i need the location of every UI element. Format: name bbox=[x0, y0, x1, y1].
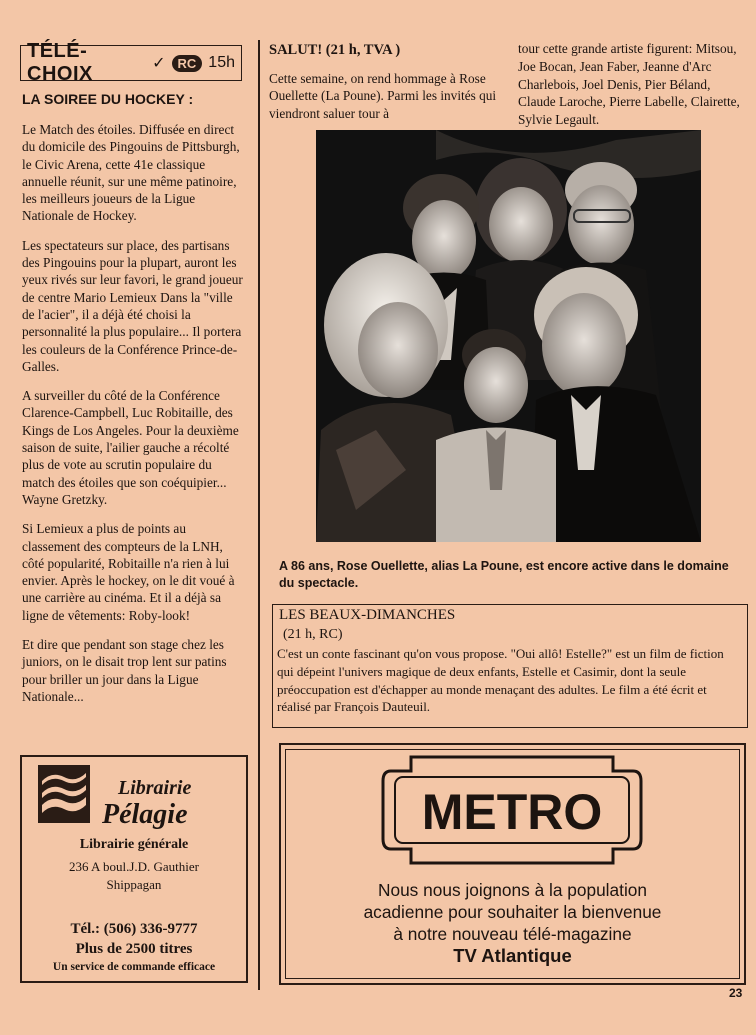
book-logo-icon bbox=[38, 765, 90, 823]
article-paragraph: Les spectateurs sur place, des partisans des Pingouins pour la plupart, auront les yeux rivés sur leur favori, le grand joueur de centre Mario Lemieux Dans la "ville de l'acier", il a déjà été choisi la personnalité la plus populaire... Il portera les couleurs de la Conférence Prince-de-Galles. bbox=[22, 237, 243, 374]
metro-message bbox=[281, 879, 744, 967]
hockey-article bbox=[22, 121, 247, 717]
beaux-dimanches-body: C'est un conte fascinant qu'on vous propose. "Oui allô! Estelle?" est un film de fiction qui dépeint l'univers magique de deux enfants, Estelle et Casimir, dont la seule préoccupation est d'échapper au monde menaçant des adultes. Le film a été écrit et réalisé par François Dauteuil. bbox=[277, 646, 724, 715]
tv-atlantique-brand: TV Atlantique bbox=[453, 945, 572, 966]
broadcast-time: 15h bbox=[208, 54, 235, 71]
article-paragraph: Si Lemieux a plus de points au classement des compteurs de la LNH, côté popularité, Robitaille n'a rien à lui envier. Après le hockey, on le dit voué à une carrière au cinéma. Et il a déjà sa ligne de vêtements: Roby-look! bbox=[22, 521, 235, 623]
salut-text-col2: tour cette grande artiste figurent: Mitsou, Joe Bocan, Jean Faber, Jeanne d'Arc Charlebois, Joel Denis, Pier Béland, Claude Laroche, Pierre Labelle, Clairette, Sylvie Legault. bbox=[518, 41, 740, 128]
beaux-dimanches-time: (21 h, RC) bbox=[283, 627, 343, 642]
article-paragraph: Le Match des étoiles. Diffusée en direct du domicile des Pingouins de Pittsburgh, le Civic Arena, cette 41e classique annuelle réunit, sur une même patinoire, les meilleurs joueurs de la Ligue Nationale de Hockey. bbox=[22, 122, 240, 224]
tele-choix-title: TÉLÉ-CHOIX bbox=[27, 40, 93, 85]
librairie-name: Librairie bbox=[118, 777, 192, 799]
metro-logo bbox=[381, 751, 643, 869]
beaux-dimanches-title: LES BEAUX-DIMANCHES bbox=[279, 607, 456, 623]
librairie-address: 236 A boul.J.D. Gauthier bbox=[69, 859, 199, 874]
metro-ad bbox=[279, 743, 746, 985]
metro-line: acadienne pour souhaiter la bienvenue bbox=[363, 902, 662, 922]
checkmark-icon: ✓ bbox=[152, 55, 166, 72]
librairie-type: Librairie générale bbox=[79, 837, 189, 852]
librairie-pelagie-ad bbox=[20, 755, 248, 983]
librairie-city: Shippagan bbox=[106, 877, 162, 892]
article-paragraph: Et dire que pendant son stage chez les juniors, on le disait trop lent sur patins pour briller un jour dans la Ligue Nationale... bbox=[22, 637, 227, 704]
photo-caption: A 86 ans, Rose Ouellette, alias La Poune, est encore active dans le domaine du spectacle. bbox=[279, 559, 729, 590]
salut-text-col1: Cette semaine, on rend hommage à Rose Ouellette (La Poune). Parmi les invités qui viendront saluer tour à bbox=[269, 71, 497, 121]
metro-line: Nous nous joignons à la population bbox=[377, 880, 647, 900]
librairie-service: Un service de commande efficace bbox=[52, 961, 216, 973]
metro-line: à notre nouveau télé-magazine bbox=[393, 924, 632, 944]
group-photo-image bbox=[316, 130, 701, 542]
group-photo bbox=[316, 130, 701, 542]
channel-badge: RC bbox=[172, 55, 203, 72]
page-number: 23 bbox=[729, 986, 743, 1000]
article-heading: LA SOIREE DU HOCKEY : bbox=[22, 91, 194, 107]
beaux-dimanches-box bbox=[272, 604, 748, 728]
librairie-titles-count: Plus de 2500 titres bbox=[75, 941, 193, 957]
librairie-name-pelagie: Pélagie bbox=[102, 799, 188, 830]
article-paragraph: A surveiller du côté de la Conférence Clarence-Campbell, Luc Robitaille, des Kings de Los Angeles. Pour la deuxième saison de suite, l'ailier gauche a récolté plus de vote au scrutin populaire du match des étoiles que son coéquipier... Wayne Gretzky. bbox=[22, 388, 239, 507]
librairie-phone: Tél.: (506) 336-9777 bbox=[70, 921, 198, 937]
column-divider bbox=[258, 40, 260, 990]
tele-choix-header bbox=[20, 40, 242, 85]
metro-logo-text: METRO bbox=[421, 784, 603, 840]
salut-heading: SALUT! (21 h, TVA ) bbox=[269, 42, 401, 58]
